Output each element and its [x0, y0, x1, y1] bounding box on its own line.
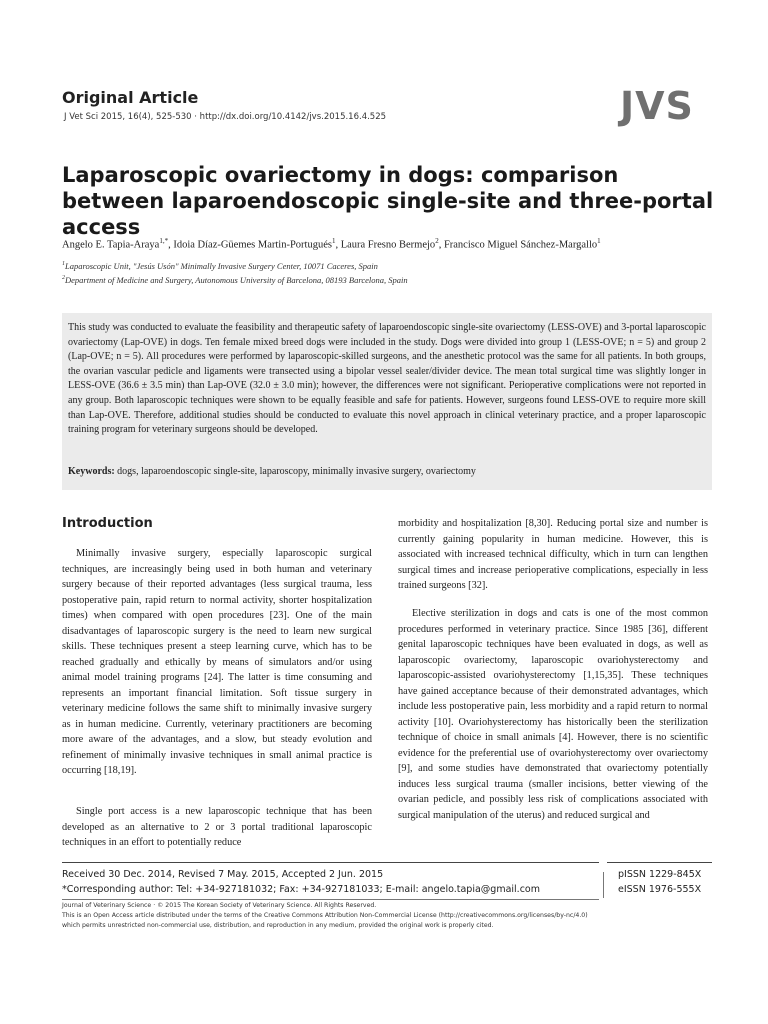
intro-paragraph-1: Minimally invasive surgery, especially laparoscopic surgical techniques, are increasingly being used in both human and veterinary surgery because of their reported advantages (less surgical trauma, less postoperative pain, rapid return to normal activity, shorter hospitalization times) when compared with open procedures [23]. One of the main disadvantages of laparoscopic surgery is the need to learn new surgical skills. These techniques present a steep learning curve, which has to be reached gradually and ethically by means of simulators and/or using animal model training programs [24]. The latter is time consuming and represents an important financial limitation. Soft tissue surgery in veterinary medicine follows the same shift to minimally invasive surgery as in human medicine. Currently, veterinary practitioners are becoming more aware of the advantages, and a slow, but steady evolution and refinement of minimally invasive techniques in small animal practice is occurring [18,19].	[62, 548, 372, 776]
license-text: This is an Open Access article distributed under the terms of the Creative Commons Attribution Non-Commercial License (http://creativecommons.org/licenses/by-nc/4.0) which permits unrestricted non-commercial use, distribution, and reproduction in any medium, provided the original work is properly cited.	[62, 912, 588, 929]
author-affiliation-mark: 1	[331, 237, 336, 245]
footer-divider-issn	[607, 862, 712, 863]
affiliation-text: Laparoscopic Unit, "Jesús Usón" Minimally Invasive Surgery Center, 10071 Caceres, Spain	[65, 261, 378, 271]
footer-divider-lower	[62, 899, 599, 900]
affiliation-1	[62, 261, 378, 271]
print-issn: pISSN 1229-845X	[618, 869, 702, 880]
author-separator: ,	[438, 239, 444, 251]
affiliation-2	[62, 275, 408, 285]
keywords-label: Keywords:	[68, 466, 115, 477]
author-separator: ,	[168, 239, 174, 251]
abstract-box	[62, 313, 712, 490]
intro-paragraph-3: morbidity and hospitalization [8,30]. Reducing portal size and number is currently gaining popularity in human medicine. However, this is associated with increased technical difficulty, which in turn can lengthen surgical times and increase perioperative complications, especially in less trained surgeons [32].	[398, 518, 708, 591]
footer-divider	[62, 862, 599, 863]
author-affiliation-mark: 2	[435, 237, 439, 245]
author-affiliation-mark: 1	[597, 237, 601, 245]
keywords-text: dogs, laparoendoscopic single-site, laparoscopy, minimally invasive surgery, ovariectomy	[117, 466, 476, 477]
electronic-issn: eISSN 1976-555X	[618, 884, 702, 895]
citation-line: J Vet Sci 2015, 16(4), 525-530 · http://dx.doi.org/10.4142/jvs.2015.16.4.525	[64, 112, 387, 122]
author-list	[62, 234, 722, 253]
received-dates: Received 30 Dec. 2014, Revised 7 May. 2015, Accepted 2 Jun. 2015	[62, 869, 384, 880]
author-name: Angelo E. Tapia-Araya	[62, 239, 160, 251]
keywords-row	[68, 466, 476, 477]
affiliation-mark: 1	[62, 261, 65, 268]
author-affiliation-mark: 1,*	[159, 237, 169, 245]
author-name: Francisco Miguel Sánchez-Margallo	[443, 239, 598, 251]
author-name: Idoia Díaz-Güemes Martin-Portugués	[173, 239, 332, 251]
author-name: Laura Fresno Bermejo	[340, 239, 436, 251]
article-title: Laparoscopic ovariectomy in dogs: comparison between laparoendoscopic single-site and three-portal access	[62, 163, 714, 239]
introduction-heading: Introduction	[62, 516, 153, 531]
author-separator: ,	[335, 239, 341, 251]
corresponding-author: *Corresponding author: Tel: +34-927181032; Fax: +34-927181033; E-mail: angelo.tapia@gmail.com	[62, 884, 540, 895]
journal-logo: JVS	[620, 84, 694, 128]
copyright-line: Journal of Veterinary Science · © 2015 The Korean Society of Veterinary Science. All Rights Reserved.	[62, 902, 377, 909]
affiliation-mark: 2	[62, 275, 65, 282]
intro-paragraph-2: Single port access is a new laparoscopic technique that has been developed as an alternative to 2 or 3 portal traditional laparoscopic techniques in an effort to potentially reduce	[62, 806, 372, 848]
affiliation-text: Department of Medicine and Surgery, Autonomous University of Barcelona, 08193 Barcelona, Spain	[65, 275, 408, 285]
article-type-label: Original Article	[62, 88, 199, 107]
footer-vertical-divider	[603, 872, 604, 898]
intro-paragraph-4: Elective sterilization in dogs and cats is one of the most common procedures performed in veterinary practice. Since 1985 [36], different genital laparoscopic techniques have been evaluated in dogs, as well as laparoscopic ovariectomy, laparoscopic ovariohysterectomy and laparoscopic-assisted ovariohysterectomy [1,15,35]. These techniques have gained acceptance because of their demonstrated advantages, which include less postoperative pain, less morbidity and a rapid return to normal activity [10]. Ovariohysterectomy has historically been the sterilization technique of choice in small animals [4]. However, there is no scientific evidence for the preferential use of ovariohysterectomy over ovariectomy [9], and some studies have demonstrated that ovariectomy potentially induces less surgical trauma (smaller incisions, better viewing of the ovarian pedicle, and possibly less risk of complications associated with surgical manipulation of the uterus) and reduced surgical and	[398, 608, 708, 821]
abstract-text: This study was conducted to evaluate the feasibility and therapeutic safety of laparoendoscopic single-site ovariectomy (LESS-OVE) and 3-portal laparoscopic ovariectomy (Lap-OVE) in dogs. Ten female mixed breed dogs were included in the study. Dogs were divided into group 1 (LESS-OVE; n = 5) and group 2 (Lap-OVE; n = 5). All procedures were performed by laparoscopic-skilled surgeons, and the anesthetic protocol was the same for all patients. In both groups, the ovarian vascular pedicle and ligaments were transected using a bipolar vessel sealer/divider device. The mean total surgical time was slightly longer in LESS-OVE (36.6 ± 3.5 min) than Lap-OVE (32.0 ± 3.0 min); however, the differences were not significant. Perioperative complications were not reported in any group. Both laparoscopic techniques were shown to be equally feasible and safe for patients. However, surgeons found LESS-OVE to require more skill than Lap-OVE. Therefore, additional studies should be conducted to evaluate this novel approach in clinical veterinary practice, and a proper laparoscopic training program for veterinary surgeons should be developed.	[68, 322, 706, 436]
